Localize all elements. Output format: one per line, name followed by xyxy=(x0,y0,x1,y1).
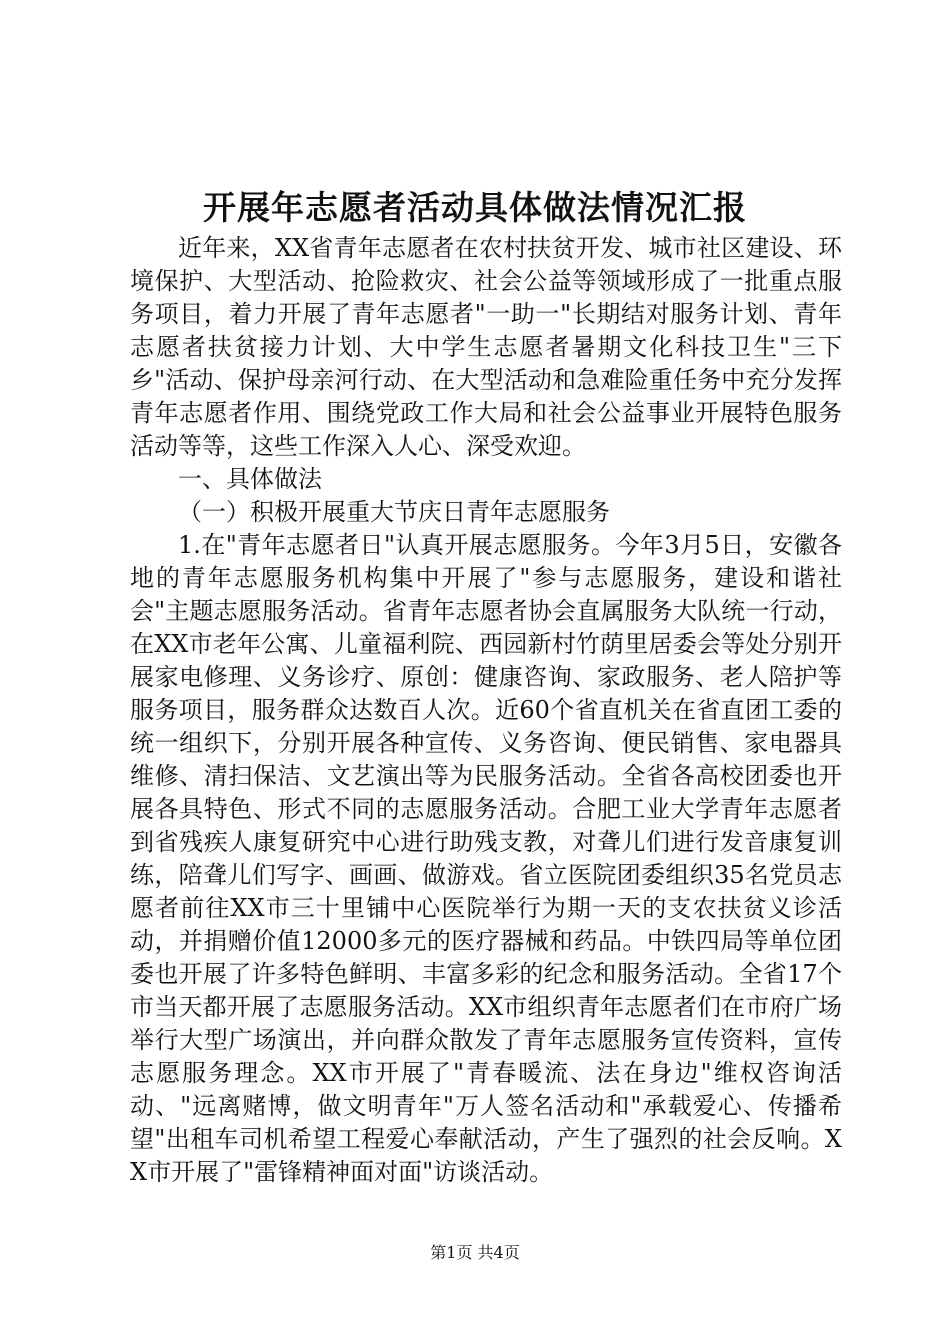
subsection-heading: （一）积极开展重大节庆日青年志愿服务 xyxy=(178,498,610,526)
paragraph-volunteer-day: 1.在"青年志愿者日"认真开展志愿服务。今年3月5日，安徽各地的青年志愿服务机构集中开展了"参与志愿服务，建设和谐社会"主题志愿服务活动。省青年志愿者协会直属服务大队统一行动，在XX市老年公寓、儿童福利院、西园新村竹荫里居委会等处分别开展家电修理、义务诊疗、原创：健康咨询、家政服务、老人陪护等服务项目，服务群众达数百人次。近60个省直机关在省直团工委的统一组织下，分别开展各种宣传、义务咨询、便民销售、家电器具维修、清扫保洁、文艺演出等为民服务活动。全省各高校团委也开展各具特色、形式不同的志愿服务活动。合肥工业大学青年志愿者到省残疾人康复研究中心进行助残支教，对聋儿们进行发音康复训练，陪聋儿们写字、画画、做游戏。省立医院团委组织35名党员志愿者前往XX市三十里铺中心医院举行为期一天的支农扶贫义诊活动，并捐赠价值12000多元的医疗器械和药品。中铁四局等单位团委也开展了许多特色鲜明、丰富多彩的纪念和服务活动。全省17个市当天都开展了志愿服务活动。XX市组织青年志愿者们在市府广场举行大型广场演出，并向群众散发了青年志愿服务宣传资料，宣传志愿服务理念。XX市开展了"青春暖流、法在身边"维权咨询活动、"远离赌博，做文明青年"万人签名活动和"承载爱心、传播希望"出租车司机希望工程爱心奉献活动，产生了强烈的社会反响。XX市开展了"雷锋精神面对面"访谈活动。 xyxy=(130,531,842,1186)
document-body xyxy=(130,232,842,1189)
section-heading: 一、具体做法 xyxy=(178,465,322,493)
paragraph-intro: 近年来，XX省青年志愿者在农村扶贫开发、城市社区建设、环境保护、大型活动、抢险救灾、社会公益等领域形成了一批重点服务项目，着力开展了青年志愿者"一助一"长期结对服务计划、青年志愿者扶贫接力计划、大中学生志愿者暑期文化科技卫生"三下乡"活动、保护母亲河行动、在大型活动和急难险重任务中充分发挥青年志愿者作用、围绕党政工作大局和社会公益事业开展特色服务活动等等，这些工作深入人心、深受欢迎。 xyxy=(130,234,842,460)
page-number-footer: 第1页 共4页 xyxy=(430,1243,520,1262)
document-title: 开展年志愿者活动具体做法情况汇报 xyxy=(203,188,747,227)
